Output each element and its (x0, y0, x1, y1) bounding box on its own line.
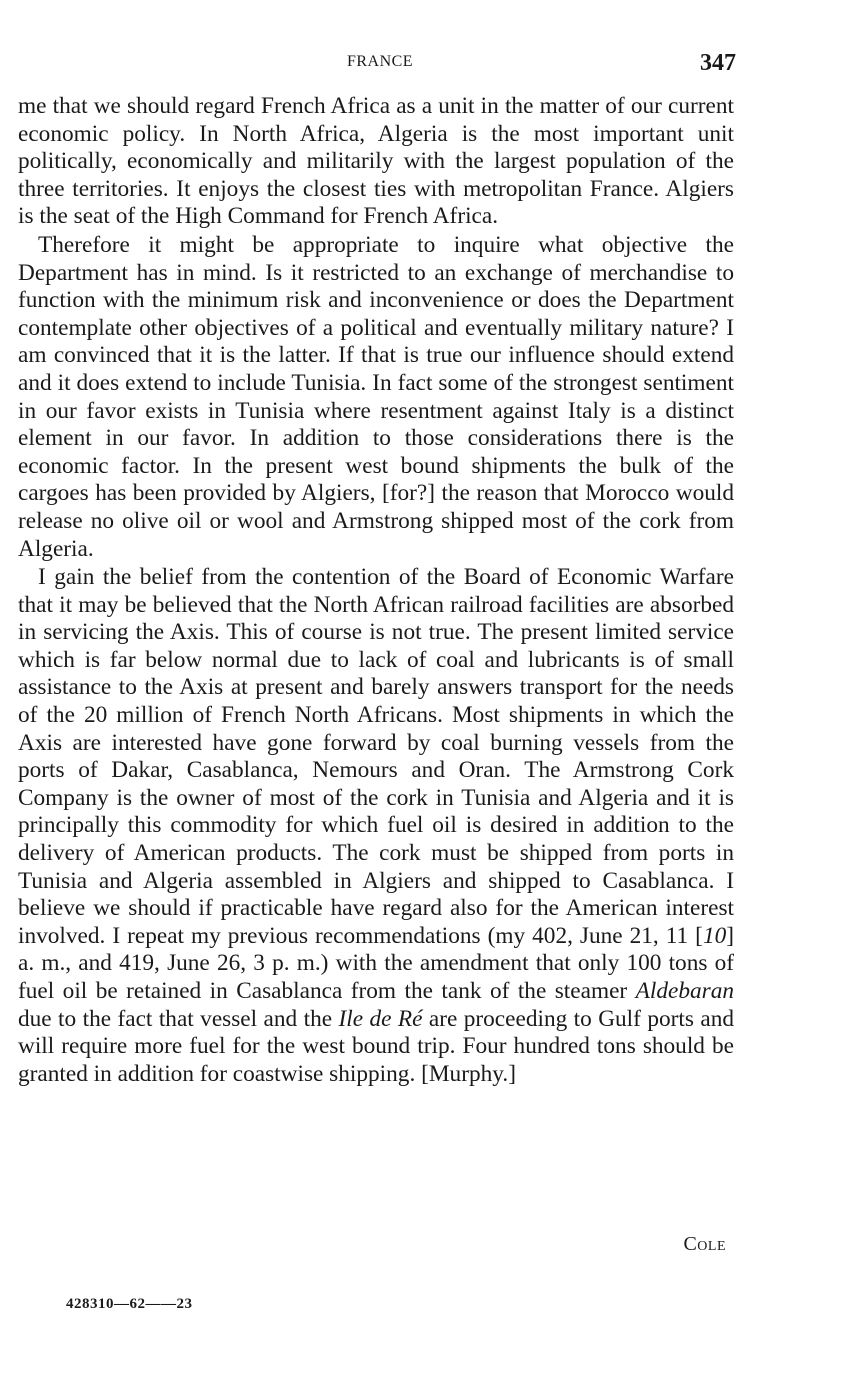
paragraph-3-part-a: I gain the belief from the contention of the Board of Economic Warfare that it may be believed that the North African railroad facilities are absorbed in servicing the Axis. This of course is not true. The present limited service which is far below normal due to lack of coal and lubricants is of small assistance to the Axis at present and barely answers transport for the needs of the 20 million of French North Africans. Most shipments in which the Axis are interested have gone forward by coal burning vessels from the ports of Dakar, Casablanca, Nemours and Oran. The Armstrong Cork Company is the owner of most of the cork in Tunisia and Algeria and it is principally this commodity for which fuel oil is desired in addition to the delivery of American products. The cork must be shipped from ports in Tunisia and Algeria assembled in Algiers and shipped to Casablanca. I believe we should if practicable have regard also for the American interest involved. I repeat my previous recommendations (my 402, June 21, 11 [ (18, 564, 734, 949)
body-text (18, 93, 734, 1089)
italic-time-correction: 10 (702, 922, 727, 949)
paragraph-3-part-c: due to the fact that vessel and the (18, 1005, 339, 1032)
paragraph-1: me that we should regard French Africa as a unit in the matter of our current economic policy. In North Africa, Algeria is the most important unit politically, economically and militarily with the largest population of the three territories. It enjoys the closest ties with metropolitan France. Algiers is the seat of the High Command for French Africa. (18, 93, 734, 230)
paragraph-3-part-d: are proceeding to Gulf ports and will require more fuel for the west bound trip. Four hundred tons should be granted in addition for coastwise shipping. [Murphy.] (18, 1005, 734, 1087)
paragraph-3-part-b: ] a. m., and 419, June 26, 3 p. m.) with the amendment that only 100 tons of fuel oil be retained in Casablanca from the tank of the steamer (18, 922, 734, 1004)
running-title: FRANCE (346, 53, 414, 70)
printer-mark: 428310—62——23 (66, 1296, 193, 1312)
signature: Cole (683, 1233, 726, 1255)
page-number: 347 (700, 50, 736, 76)
running-head (0, 50, 849, 80)
italic-ship-name-aldebaran: Aldebaran (635, 978, 734, 1004)
paragraph-3 (18, 564, 734, 1088)
italic-ship-name-ile-de-re: Ile de Ré (338, 1005, 423, 1032)
paragraph-2: Therefore it might be appropriate to inquire what objective the Department has in mind. Is it restricted to an exchange of merchandise to function with the minimum risk and inconvenience or does the Department contemplate other objectives of a political and eventually military nature? I am convinced that it is the latter. If that is true our influence should extend and it does extend to include Tunisia. In fact some of the strongest sentiment in our favor exists in Tunisia where resentment against Italy is a distinct element in our favor. In addition to those considerations there is the economic factor. In the present west bound shipments the bulk of the cargoes has been provided by Algiers, [for?] the reason that Morocco would release no olive oil or wool and Armstrong shipped most of the cork from Algeria. (18, 231, 734, 562)
